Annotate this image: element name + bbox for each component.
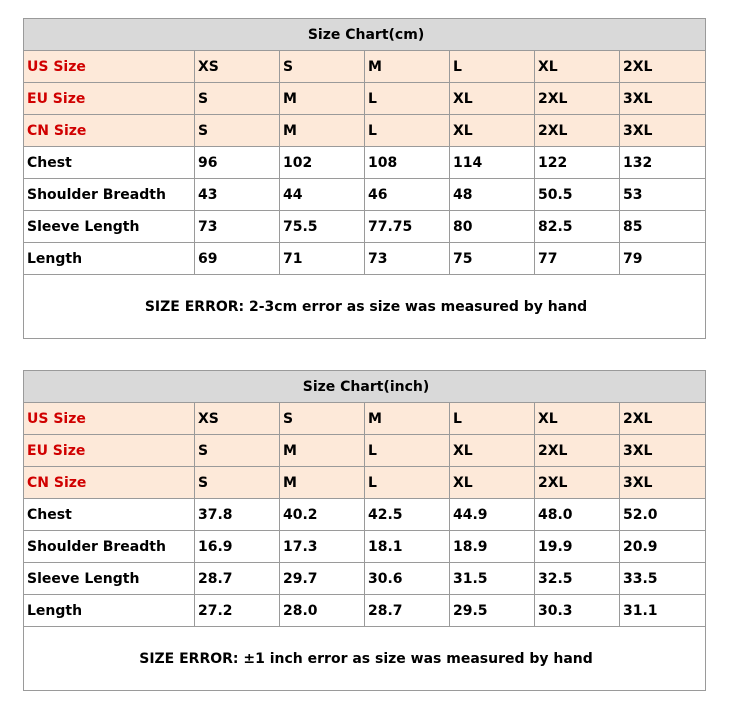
table-cell: S — [280, 51, 365, 83]
size-error-note: SIZE ERROR: 2-3cm error as size was measured by hand — [24, 275, 706, 339]
table-row — [24, 531, 706, 563]
table-cell: 75 — [450, 243, 535, 275]
table-cell: 96 — [195, 147, 280, 179]
table-cell: 80 — [450, 211, 535, 243]
table-cell: 77.75 — [365, 211, 450, 243]
table-cell: M — [365, 51, 450, 83]
table-cell: 3XL — [620, 435, 706, 467]
table-cell: XL — [450, 83, 535, 115]
table-cell: XL — [450, 115, 535, 147]
table-cell: XL — [535, 51, 620, 83]
table-cell: M — [280, 83, 365, 115]
table-cell: 40.2 — [280, 499, 365, 531]
table-cell: 2XL — [620, 51, 706, 83]
row-label: Shoulder Breadth — [24, 179, 195, 211]
table-title: Size Chart(inch) — [24, 371, 706, 403]
table-cell: S — [195, 83, 280, 115]
table-cell: 3XL — [620, 83, 706, 115]
table-cell: L — [450, 403, 535, 435]
table-cell: 69 — [195, 243, 280, 275]
table-cell: 42.5 — [365, 499, 450, 531]
row-label: US Size — [24, 51, 195, 83]
table-row — [24, 243, 706, 275]
table-cell: 19.9 — [535, 531, 620, 563]
table-cell: 48.0 — [535, 499, 620, 531]
table-cell: 73 — [195, 211, 280, 243]
table-cell: S — [195, 115, 280, 147]
table-cell: 2XL — [535, 435, 620, 467]
table-row — [24, 147, 706, 179]
table-cell: S — [280, 403, 365, 435]
table-cell: M — [280, 115, 365, 147]
table-cell: 3XL — [620, 467, 706, 499]
table-row — [24, 211, 706, 243]
table-cell: 29.5 — [450, 595, 535, 627]
table-cell: L — [365, 435, 450, 467]
table-cell: 29.7 — [280, 563, 365, 595]
table-cell: 30.3 — [535, 595, 620, 627]
row-label: Chest — [24, 147, 195, 179]
size-chart-inch-table — [23, 370, 706, 691]
table-cell: XL — [450, 467, 535, 499]
table-cell: 44 — [280, 179, 365, 211]
table-cell: 79 — [620, 243, 706, 275]
row-label: Length — [24, 595, 195, 627]
table-cell: 2XL — [535, 83, 620, 115]
table-cell: 30.6 — [365, 563, 450, 595]
table-row — [24, 83, 706, 115]
table-cell: 102 — [280, 147, 365, 179]
table-cell: 71 — [280, 243, 365, 275]
table-cell: 77 — [535, 243, 620, 275]
table-cell: 3XL — [620, 115, 706, 147]
table-cell: 27.2 — [195, 595, 280, 627]
table-cell: 37.8 — [195, 499, 280, 531]
table-cell: 20.9 — [620, 531, 706, 563]
table-cell: L — [365, 115, 450, 147]
table-cell: 122 — [535, 147, 620, 179]
table-cell: 48 — [450, 179, 535, 211]
table-cell: 18.9 — [450, 531, 535, 563]
row-label: EU Size — [24, 83, 195, 115]
table-cell: 85 — [620, 211, 706, 243]
table-row — [24, 403, 706, 435]
row-label: CN Size — [24, 467, 195, 499]
table-cell: M — [280, 467, 365, 499]
table-cell: 82.5 — [535, 211, 620, 243]
row-label: US Size — [24, 403, 195, 435]
table-cell: L — [365, 83, 450, 115]
table-cell: 73 — [365, 243, 450, 275]
table-row — [24, 51, 706, 83]
row-label: Chest — [24, 499, 195, 531]
table-cell: 53 — [620, 179, 706, 211]
table-cell: 50.5 — [535, 179, 620, 211]
row-label: Sleeve Length — [24, 211, 195, 243]
row-label: Length — [24, 243, 195, 275]
table-cell: 52.0 — [620, 499, 706, 531]
table-cell: 43 — [195, 179, 280, 211]
table-row — [24, 595, 706, 627]
table-row — [24, 499, 706, 531]
table-cell: 16.9 — [195, 531, 280, 563]
row-label: EU Size — [24, 435, 195, 467]
table-cell: XL — [450, 435, 535, 467]
table-cell: L — [450, 51, 535, 83]
size-chart-cm-table — [23, 18, 706, 339]
table-row — [24, 435, 706, 467]
table-cell: M — [280, 435, 365, 467]
table-cell: 2XL — [535, 115, 620, 147]
row-label: Shoulder Breadth — [24, 531, 195, 563]
table-cell: 17.3 — [280, 531, 365, 563]
table-cell: L — [365, 467, 450, 499]
table-cell: XS — [195, 51, 280, 83]
table-cell: 108 — [365, 147, 450, 179]
table-cell: 31.5 — [450, 563, 535, 595]
table-cell: 2XL — [535, 467, 620, 499]
table-cell: 46 — [365, 179, 450, 211]
table-cell: 18.1 — [365, 531, 450, 563]
table-cell: 33.5 — [620, 563, 706, 595]
table-cell: 28.0 — [280, 595, 365, 627]
row-label: Sleeve Length — [24, 563, 195, 595]
table-cell: XL — [535, 403, 620, 435]
row-label: CN Size — [24, 115, 195, 147]
table-cell: S — [195, 467, 280, 499]
size-error-note: SIZE ERROR: ±1 inch error as size was measured by hand — [24, 627, 706, 691]
table-cell: 28.7 — [195, 563, 280, 595]
table-cell: 75.5 — [280, 211, 365, 243]
table-cell: 2XL — [620, 403, 706, 435]
table-cell: 31.1 — [620, 595, 706, 627]
table-cell: 114 — [450, 147, 535, 179]
table-cell: 28.7 — [365, 595, 450, 627]
table-cell: M — [365, 403, 450, 435]
table-cell: XS — [195, 403, 280, 435]
table-title: Size Chart(cm) — [24, 19, 706, 51]
table-cell: S — [195, 435, 280, 467]
table-row — [24, 563, 706, 595]
table-cell: 132 — [620, 147, 706, 179]
table-row — [24, 467, 706, 499]
table-cell: 44.9 — [450, 499, 535, 531]
table-cell: 32.5 — [535, 563, 620, 595]
table-row — [24, 179, 706, 211]
table-row — [24, 115, 706, 147]
